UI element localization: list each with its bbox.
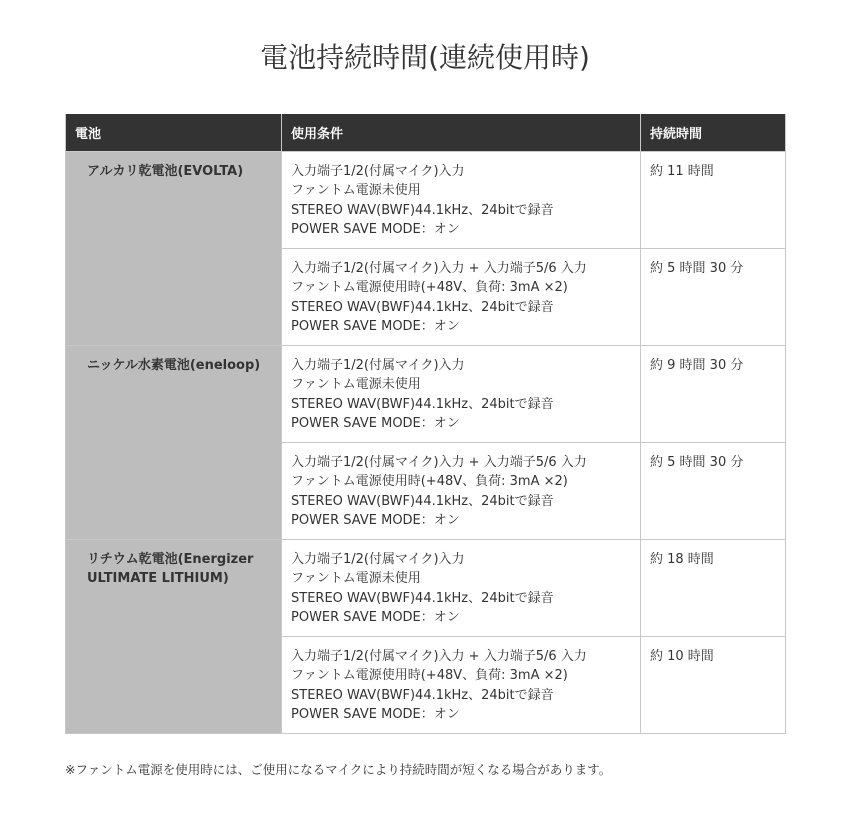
table-row <box>66 539 786 636</box>
condition-line: STEREO WAV(BWF)44.1kHz、24bitで録音 <box>291 687 554 703</box>
conditions-cell <box>282 151 641 248</box>
conditions-cell <box>282 539 641 636</box>
header-duration: 持続時間 <box>641 114 786 151</box>
condition-line: POWER SAVE MODE：オン <box>291 513 460 528</box>
condition-line: 入力端子1/2(付属マイク)入力 <box>291 163 465 179</box>
condition-line: 入力端子1/2(付属マイク)入力 <box>291 357 465 373</box>
duration-cell: 約 5 時間 30 分 <box>641 248 786 345</box>
table-header-row <box>66 114 786 151</box>
condition-line: POWER SAVE MODE：オン <box>291 319 460 334</box>
conditions-cell <box>282 248 641 345</box>
header-battery: 電池 <box>66 114 282 151</box>
condition-line: POWER SAVE MODE：オン <box>291 707 460 722</box>
duration-cell: 約 10 時間 <box>641 636 786 733</box>
condition-line: STEREO WAV(BWF)44.1kHz、24bitで録音 <box>291 396 554 412</box>
battery-name-cell: アルカリ乾電池(EVOLTA) <box>66 151 282 345</box>
table-row <box>66 151 786 248</box>
page-title: 電池持続時間(連続使用時) <box>260 41 590 74</box>
condition-line: ファントム電源使用時(+48V、負荷: 3mA ×2) <box>291 668 568 683</box>
duration-cell: 約 18 時間 <box>641 539 786 636</box>
conditions-cell <box>282 636 641 733</box>
battery-name-cell: リチウム乾電池(Energizer ULTIMATE LITHIUM) <box>66 539 282 733</box>
condition-line: 入力端子1/2(付属マイク)入力 <box>291 551 465 567</box>
condition-line: 入力端子1/2(付属マイク)入力 + 入力端子5/6 入力 <box>291 454 587 470</box>
condition-line: ファントム電源未使用 <box>291 571 421 586</box>
table-row <box>66 345 786 442</box>
duration-cell: 約 9 時間 30 分 <box>641 345 786 442</box>
condition-line: ファントム電源未使用 <box>291 377 421 392</box>
condition-line: STEREO WAV(BWF)44.1kHz、24bitで録音 <box>291 493 554 509</box>
condition-line: POWER SAVE MODE：オン <box>291 222 460 237</box>
condition-line: 入力端子1/2(付属マイク)入力 + 入力端子5/6 入力 <box>291 260 587 276</box>
condition-line: 入力端子1/2(付属マイク)入力 + 入力端子5/6 入力 <box>291 648 587 664</box>
condition-line: STEREO WAV(BWF)44.1kHz、24bitで録音 <box>291 202 554 218</box>
footnote: ※ファントム電源を使用時には、ご使用になるマイクにより持続時間が短くなる場合があります。 <box>65 762 612 777</box>
battery-life-table <box>65 114 786 734</box>
conditions-cell <box>282 345 641 442</box>
condition-line: STEREO WAV(BWF)44.1kHz、24bitで録音 <box>291 590 554 606</box>
battery-name-cell: ニッケル水素電池(eneloop) <box>66 345 282 539</box>
duration-cell: 約 11 時間 <box>641 151 786 248</box>
condition-line: STEREO WAV(BWF)44.1kHz、24bitで録音 <box>291 299 554 315</box>
condition-line: ファントム電源未使用 <box>291 183 421 198</box>
conditions-cell <box>282 442 641 539</box>
condition-line: POWER SAVE MODE：オン <box>291 416 460 431</box>
condition-line: POWER SAVE MODE：オン <box>291 610 460 625</box>
header-conditions: 使用条件 <box>282 114 641 151</box>
condition-line: ファントム電源使用時(+48V、負荷: 3mA ×2) <box>291 474 568 489</box>
condition-line: ファントム電源使用時(+48V、負荷: 3mA ×2) <box>291 280 568 295</box>
duration-cell: 約 5 時間 30 分 <box>641 442 786 539</box>
